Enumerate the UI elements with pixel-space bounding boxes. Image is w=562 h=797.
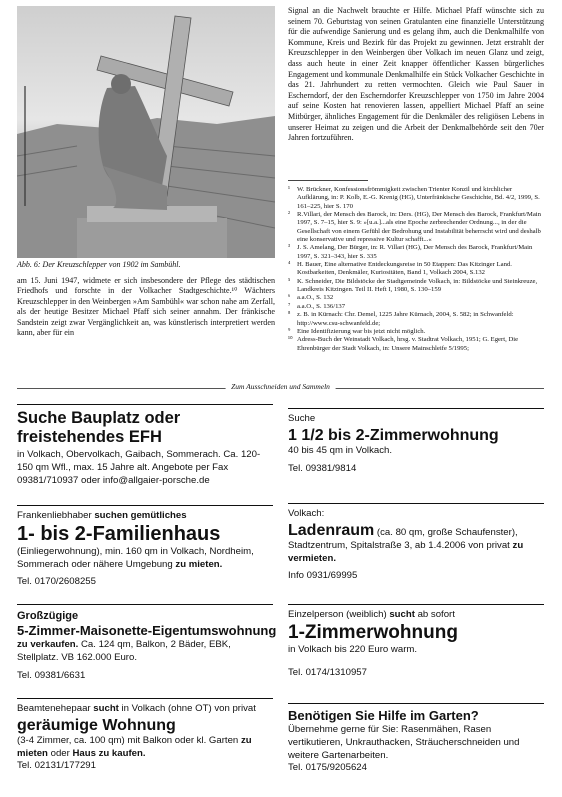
ad-title: 1- bis 2-Familienhaus — [17, 522, 221, 545]
footnote — [288, 278, 544, 295]
article-text-right: Signal an die Nachwelt brauchte er Hilfe. Michael Pfaff wünschte sich zu seinem 70. Geburtstag von seinen Gratulanten eine finanzielle Unterstützung für die aufwendige Sanierung und es gelang ihm, auch die Denkmalhilfe von Kommune, Kreis und Bezirk für das Projekt zu gewinnen. Jetzt erstrahlt der Kreuzschlepper in den Weinbergen über Volkach im neuen Glanz und zeigt, dass auch heute in einer Zeit knapper öffentlicher Kassen bürgerliches Engagement und kommunale Denkmalhilfe ein Stück Volkacher Geschichte in das 21. Jahrhundert zu retten vermochten. Gleich wie Paul Sauer in Escherndorf, der den Escherndorfer Kreuzschlepper von 1750 im Jahre 2004 auf seine Kosten hat renovieren lassen, appelliert Michael Pfaff an seine Mitbürger, ähnliches Engagement für die Denkmäler des religiösen Lebens in unserer Heimat zu zeigen und die Arbeit der Denkmalbehörde seit den 70er Jahren fortzuführen. — [288, 6, 544, 143]
footnote-text: K. Schneider, Die Bildstöcke der Stadtgemeinde Volkach, in: Bildstöcke und Steinkreuze, Landkreis Kitzingen. Teil II. Heft I, 1980, S. 130–159 — [297, 277, 538, 294]
footnote — [288, 244, 544, 261]
footnote-number: ⁸ — [288, 311, 291, 319]
ad-phone: Tel. 0170/2608255 — [17, 576, 96, 588]
ad-body: zu verkaufen. Ca. 124 qm, Balkon, 2 Bäder, EBK, Stellplatz. VB 162.000 Euro. — [17, 639, 231, 663]
ad-garten — [288, 703, 544, 775]
footnote-text: z. B. in Kürnach: Chr. Demel, 1225 Jahre Kürnach, 2004, S. 582; in Schwanfeld: http://www.csu-schwanfeld.de; — [297, 311, 514, 327]
ad-maisonette — [17, 604, 277, 682]
ad-body: 40 bis 45 qm in Volkach. — [288, 444, 392, 456]
ad-body: Ladenraum (ca. 80 qm, große Schaufenster), Stadtzentrum, Spitalstraße 3, ab 1.4.2006 von privat zu vermieten. — [288, 521, 524, 564]
ad-intro: Volkach: — [288, 508, 325, 519]
footnote-number: ⁶ — [288, 294, 291, 302]
footnote — [288, 336, 544, 353]
ad-phone: Tel. 09381/9814 — [288, 462, 357, 474]
footnote-number: ¹ — [288, 186, 291, 193]
footnote — [288, 294, 544, 302]
footnote — [288, 186, 544, 211]
footnote-text: J. S. Amelang, Der Bürger, in: R. Villari (HG), Der Mensch des Barock, Frankfurt/Main 1997, S. 321–343, hier S. 335 — [297, 244, 533, 260]
ad-body: Übernehme gerne für Sie: Rasenmähen, Rasen vertikutieren, Unkrauthacken, Sträucherschneiden und weitere Gartenarbeiten. — [288, 724, 520, 761]
photo-caption: Abb. 6: Der Kreuzschlepper von 1902 im Sambühl. — [17, 260, 181, 269]
footnote-text: H. Bauer, Eine alternative Entdeckungsreise in 50 Etappen: Das Kitzinger Land. Kostbarkeiten, Denkmäler, Kuriositäten, Band 1, Volkach 2004, S.132 — [297, 261, 512, 277]
ad-intro: Großzügige — [17, 610, 79, 622]
footnote-number: ³ — [288, 244, 291, 252]
footnote-number: ⁹ — [288, 327, 291, 335]
footnote-text: Adress-Buch der Weinstadt Volkach, hrsg. v. Stadtrat Volkach, 1951; G. Egert, Die Ehrenbürger der Stadt Volkach, in: Unsere Mainschleife 5/1995; — [297, 336, 519, 352]
cut-line — [17, 382, 544, 394]
footnote — [288, 311, 544, 328]
ad-body: (3-4 Zimmer, ca. 100 qm) mit Balkon oder kl. Garten zu mieten oder Haus zu kaufen. — [17, 734, 252, 759]
ad-intro: Einzelperson (weiblich) sucht ab sofort — [288, 609, 455, 620]
ad-title: geräumige Wohnung — [17, 716, 176, 734]
article-text-left: am 15. Juni 1947, widmete er sich insbesondere der Pflege des städtischen Friedhofs und forschte in der Volkacher Stadtgeschichte.¹⁰ Wächters Kreuzschlepper in den Weinbergen »Am Sambühl« war schon nahe am Zerfall, als der heutige Besitzer Michael Pfaff sich seiner annahm. Der fränkische Sandstein zeigt zwar Vergänglichkeit an, was künstlerisch interpretiert werden kann, aber für ein — [17, 276, 275, 338]
ad-title: 1-Zimmerwohnung — [288, 621, 458, 643]
ad-phone: Tel. 0174/1310957 — [288, 666, 367, 678]
footnotes — [288, 180, 544, 353]
ad-title: 5-Zimmer-Maisonette-Eigentumswohnung — [17, 623, 277, 638]
footnote — [288, 328, 544, 336]
ad-body: in Volkach bis 220 Euro warm. — [288, 643, 418, 655]
ad-body: in Volkach, Obervolkach, Gaibach, Sommerach. Ca. 120-150 qm Wfl., max. 15 Jahre alt. Angebote per Fax 09381/710937 oder info@allgaier-porsche.de — [17, 449, 261, 486]
footnote — [288, 211, 544, 244]
ad-phone: Tel. 0175/9205624 — [288, 762, 367, 774]
ad-ladenraum — [288, 503, 544, 583]
ad-zimmerwohnung-suche — [288, 408, 544, 475]
ad-familienhaus — [17, 505, 273, 589]
ad-phone: Tel. 02131/177291 — [17, 760, 96, 772]
ad-title: Suche Bauplatz oder freistehendes EFH — [17, 409, 181, 446]
ad-intro: Suche — [288, 413, 316, 424]
ad-1-zimmerwohnung — [288, 604, 544, 679]
footnote — [288, 303, 544, 311]
ad-intro: Frankenliebhaber suchen gemütliches — [17, 510, 187, 521]
footnote-rule — [288, 180, 368, 181]
footnote-text: a.a.O., S. 132 — [297, 294, 334, 302]
ad-phone: Info 0931/69995 — [288, 570, 358, 582]
ad-intro: Beamtenehepaar sucht in Volkach (ohne OT) von privat — [17, 703, 256, 714]
ad-title: 1 1/2 bis 2-Zimmerwohnung — [288, 426, 499, 444]
footnote-number: ² — [288, 211, 291, 219]
footnote-text: W. Brückner, Konfessionsfrömmigkeit zwischen Trienter Konzil und kirchlicher Aufklärung, in: P. Kolb, E.-G. Krenig (HG), Unterfränkische Geschichte, Bd. 4/2, 1999, S. 161–225, hier S. 170 — [297, 186, 540, 210]
footnote-text: a.a.O., S. 136/137 — [297, 302, 346, 310]
footnote-number: ⁵ — [288, 277, 291, 285]
ad-bauplatz — [17, 404, 273, 487]
ad-title: Benötigen Sie Hilfe im Garten? — [288, 708, 479, 723]
footnote-text: Eine Identifizierung war bis jetzt nicht möglich. — [297, 327, 426, 335]
footnote-number: ⁷ — [288, 302, 291, 310]
footnote — [288, 261, 544, 278]
ad-phone: Tel. 09381/6631 — [17, 669, 86, 681]
footnote-number: ¹⁰ — [288, 336, 293, 344]
kreuzschlepper-photo — [17, 6, 275, 258]
cut-label: Zum Ausschneiden und Sammeln — [225, 382, 336, 391]
ad-body: (Einliegerwohnung), min. 160 qm in Volkach, Nordheim, Sommerach oder nähere Umgebung zu mieten. — [17, 545, 254, 570]
footnote-number: ⁴ — [288, 261, 291, 269]
ad-title: Ladenraum — [288, 521, 375, 539]
footnote-text: R.Villari, der Mensch des Barock, in: Ders. (HG), Der Mensch des Barock, Frankfurt/Main 1997, S. 7–15, hier S. 9: »[u.a.]...als eine Epoche zerbrechender Ordnung..., in der die Gesellschaft von einem Gefühl der Bedrohung und Instabilität beherrscht wird und deshalb eine konservative und repressive Kultur schafft...« — [297, 211, 542, 244]
ad-wohnung-gesucht — [17, 698, 273, 773]
